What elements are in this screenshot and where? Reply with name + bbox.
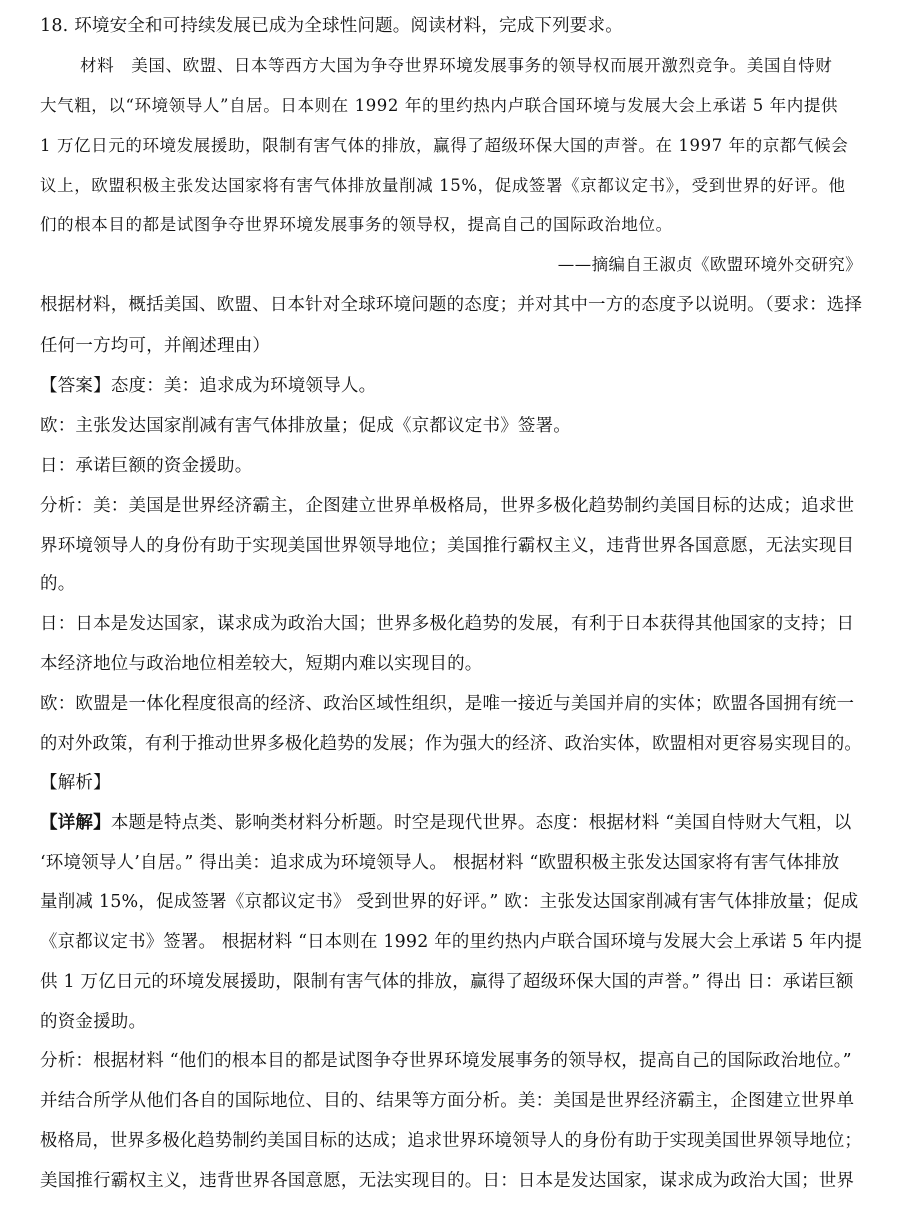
detail-line: ‘环境领导人’自居。” 得出美：追求成为环境领导人。 根据材料 “欧盟积极主张发达国家将有害气体排放 xyxy=(40,853,840,873)
detail-line: 并结合所学从他们各自的国际地位、目的、结果等方面分析。美：美国是世界经济霸主，企图建立世界单 xyxy=(40,1091,855,1111)
detail-line: 量削减 15%，促成签署《京都议定书》 受到世界的好评。” 欧：主张发达国家削减有害气体排放量；促成 xyxy=(40,892,859,912)
question-title: 18. 环境安全和可持续发展已成为全球性问题。阅读材料，完成下列要求。 xyxy=(40,16,623,36)
detail-line xyxy=(40,811,851,835)
answer-label: 【答案】 xyxy=(40,376,111,396)
detail-line: 的资金援助。 xyxy=(40,1012,147,1032)
detail-label: 【详解】 xyxy=(40,813,111,833)
answer-text: 态度：美：追求成为环境领导人。 xyxy=(110,376,377,396)
answer-line: 日：承诺巨额的资金援助。 xyxy=(40,456,253,476)
detail-line: 美国推行霸权主义，违背世界各国意愿，无法实现目的。日：日本是发达国家，谋求成为政治大国；世界 xyxy=(40,1171,855,1191)
answer-line: 分析：美：美国是世界经济霸主，企图建立世界单极格局，世界多极化趋势制约美国目标的达成；追求世 xyxy=(40,496,855,516)
material-source: ——摘编自王淑贞《欧盟环境外交研究》 xyxy=(557,255,862,274)
answer-line: 本经济地位与政治地位相差较大，短期内难以实现目的。 xyxy=(40,654,483,674)
detail-line: 《京都议定书》签署。 根据材料 “日本则在 1992 年的里约热内卢联合国环境与发展大会上承诺 5 年内提 xyxy=(40,932,863,952)
question-prompt: 根据材料，概括美国、欧盟、日本针对全球环境问题的态度；并对其中一方的态度予以说明。（要求：选择 xyxy=(40,295,863,315)
material-line: 1 万亿日元的环境发展援助，限制有害气体的排放，赢得了超级环保大国的声誉。在 1997 年的京都气候会 xyxy=(40,136,849,155)
answer-line: 的对外政策，有利于推动世界多极化趋势的发展；作为强大的经济、政治实体，欧盟相对更容易实现目的。 xyxy=(40,734,862,754)
analysis-label: 【解析】 xyxy=(40,773,111,793)
answer-line: 欧：欧盟是一体化程度很高的经济、政治区域性组织，是唯一接近与美国并肩的实体；欧盟各国拥有统一 xyxy=(40,694,855,714)
detail-line: 供 1 万亿日元的环境发展援助，限制有害气体的排放，赢得了超级环保大国的声誉。” 得出 日：承诺巨额 xyxy=(40,972,854,992)
detail-text: 本题是特点类、影响类材料分析题。时空是现代世界。态度：根据材料 “美国自恃财大气粗，以 xyxy=(110,813,852,833)
material-line: 们的根本目的都是试图争夺世界环境发展事务的领导权，提高自己的国际政治地位。 xyxy=(40,215,673,234)
answer-line: 欧：主张发达国家削减有害气体排放量；促成《京都议定书》签署。 xyxy=(40,416,571,436)
material-line: 材料 美国、欧盟、日本等西方大国为争夺世界环境发展事务的领导权而展开激烈竞争。美国自恃财 xyxy=(80,56,833,75)
question-prompt: 任何一方均可，并阐述理由） xyxy=(40,336,271,356)
answer-line: 界环境领导人的身份有助于实现美国世界领导地位；美国推行霸权主义，违背世界各国意愿，无法实现目 xyxy=(40,536,855,556)
answer-line: 的。 xyxy=(40,574,76,594)
answer-line: 日：日本是发达国家，谋求成为政治大国；世界多极化趋势的发展，有利于日本获得其他国家的支持；日 xyxy=(40,614,855,634)
material-line: 议上，欧盟积极主张发达国家将有害气体排放量削减 15%，促成签署《京都议定书》，受到世界的好评。他 xyxy=(40,176,846,195)
material-line: 大气粗，以“环境领导人”自居。日本则在 1992 年的里约热内卢联合国环境与发展大会上承诺 5 年内提供 xyxy=(40,96,839,115)
answer-line xyxy=(40,374,376,398)
detail-line: 极格局，世界多极化趋势制约美国目标的达成；追求世界环境领导人的身份有助于实现美国世界领导地位； xyxy=(40,1131,862,1151)
detail-line: 分析：根据材料 “他们的根本目的都是试图争夺世界环境发展事务的领导权，提高自己的国际政治地位。” xyxy=(40,1051,852,1071)
